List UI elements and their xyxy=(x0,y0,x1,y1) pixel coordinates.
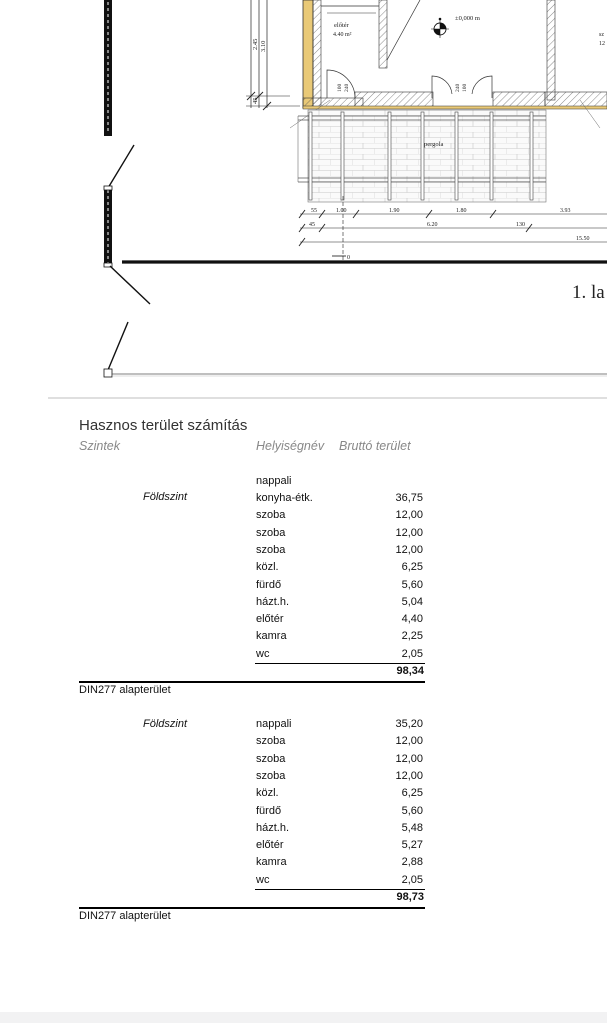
table-row xyxy=(256,716,424,733)
room-name: szoba xyxy=(256,509,286,522)
room-area: 2,25 xyxy=(401,630,423,643)
room-name-partial: sz xyxy=(599,32,604,38)
block-rule xyxy=(79,907,425,909)
door-label: 240 xyxy=(455,83,461,92)
room-name: kamra xyxy=(256,630,287,643)
room-area: 2,88 xyxy=(401,856,423,869)
room-name: szoba xyxy=(256,735,286,748)
room-name: házt.h. xyxy=(256,595,290,608)
dim-label: 15.50 xyxy=(576,236,590,242)
pergola-label: pergola xyxy=(424,141,444,148)
table-row xyxy=(256,577,424,594)
room-name: előtér xyxy=(256,839,284,852)
room-area-partial: 12 xyxy=(599,41,605,47)
room-area: 12,00 xyxy=(395,543,423,556)
table-row xyxy=(256,542,424,559)
total-area: 98,34 xyxy=(396,665,424,677)
table-row xyxy=(256,820,424,837)
dim-label: 3.93 xyxy=(560,208,571,214)
dim-label: 45 xyxy=(252,97,259,104)
room-area: 12,00 xyxy=(395,769,423,782)
table-row xyxy=(256,628,424,645)
table-row xyxy=(256,525,424,542)
room-area: 5,60 xyxy=(401,578,423,591)
room-name: közl. xyxy=(256,787,279,800)
area-calculation-table xyxy=(0,400,607,1023)
room-area: 5,27 xyxy=(401,839,423,852)
dim-label: 3.10 xyxy=(260,40,267,52)
level-name: Földszint xyxy=(143,491,188,503)
room-name: nappali xyxy=(256,718,292,730)
room-name: szoba xyxy=(256,769,286,782)
level-mark: ±0,000 m xyxy=(455,15,480,22)
table-row xyxy=(256,473,424,490)
table-row xyxy=(256,646,424,663)
room-area: 2,05 xyxy=(401,647,423,660)
room-area: 4,40 xyxy=(401,613,423,626)
room-area: 5,48 xyxy=(401,821,423,834)
level-marker-icon xyxy=(431,18,449,38)
room-area: 6,25 xyxy=(401,561,423,574)
room-name: wc xyxy=(256,873,270,886)
header-room: Helyiségnév xyxy=(256,439,325,453)
room-area: 2,05 xyxy=(401,873,423,886)
room-name: fürdő xyxy=(256,578,282,591)
table-row xyxy=(256,733,424,750)
floor-plan-svg xyxy=(0,0,607,400)
room-area: 5,60 xyxy=(401,804,423,817)
room-area: 36,75 xyxy=(395,492,423,504)
table-title: Hasznos terület számítás xyxy=(79,417,248,434)
room-area: 4.40 m² xyxy=(333,32,352,38)
table-row xyxy=(256,490,424,507)
room-area: 5,04 xyxy=(401,595,423,608)
dim-label: 1.90 xyxy=(389,208,400,214)
room-name: szoba xyxy=(256,543,286,556)
sum-rule xyxy=(255,663,425,664)
table-row xyxy=(256,507,424,524)
dim-label: 2.45 xyxy=(252,38,259,50)
table-row xyxy=(256,872,424,889)
room-name: konyha-étk. xyxy=(256,492,313,504)
dim-label: 55 xyxy=(311,208,317,214)
table-row xyxy=(256,854,424,871)
page-bottom-strip xyxy=(0,1012,607,1023)
table-row xyxy=(256,768,424,785)
door-label: 100 xyxy=(462,83,468,92)
sum-rule xyxy=(255,889,425,890)
room-area: 35,20 xyxy=(395,718,423,730)
floor-plan-drawing xyxy=(0,0,607,400)
room-name: szoba xyxy=(256,526,286,539)
table-row xyxy=(256,785,424,802)
room-area: 12,00 xyxy=(395,509,423,522)
room-name: nappali xyxy=(256,475,292,487)
door-label: 240 xyxy=(344,83,350,92)
room-area: 12,00 xyxy=(395,752,423,765)
room-name: előtér xyxy=(256,613,284,626)
table-row xyxy=(256,559,424,576)
room-name: házt.h. xyxy=(256,821,290,834)
room-name: szoba xyxy=(256,752,286,765)
dim-label: 130 xyxy=(516,222,525,228)
header-area: Bruttó terület xyxy=(339,439,411,453)
dim-label: 1.80 xyxy=(456,208,467,214)
room-name: előtér xyxy=(334,22,349,29)
table-row xyxy=(256,751,424,768)
block-rule xyxy=(79,681,425,683)
room-name: kamra xyxy=(256,856,287,869)
level-name: Földszint xyxy=(143,718,188,730)
total-area: 98,73 xyxy=(396,891,424,903)
room-area: 6,25 xyxy=(401,787,423,800)
table-row xyxy=(256,803,424,820)
room-area: 12,00 xyxy=(395,526,423,539)
door-label: 100 xyxy=(337,83,343,92)
floor-label-partial: 1. la xyxy=(572,282,605,303)
section-mark: 0 xyxy=(347,255,350,261)
din-footer: DIN277 alapterület xyxy=(79,684,171,696)
dim-label: 1.00 xyxy=(336,208,347,214)
room-name: fürdő xyxy=(256,804,282,817)
vertical-dimensions xyxy=(246,0,300,110)
table-row xyxy=(256,594,424,611)
dim-label: 6.20 xyxy=(427,222,438,228)
horizontal-dimensions xyxy=(299,196,607,262)
room-name: wc xyxy=(256,647,270,660)
room-name: közl. xyxy=(256,561,279,574)
table-row xyxy=(256,611,424,628)
table-row xyxy=(256,837,424,854)
pergola xyxy=(298,110,546,202)
din-footer: DIN277 alapterület xyxy=(79,910,171,922)
dim-label: 45 xyxy=(309,222,315,228)
left-fence xyxy=(104,0,150,377)
room-area: 12,00 xyxy=(395,735,423,748)
house-walls xyxy=(290,0,607,128)
header-levels: Szintek xyxy=(79,439,120,453)
